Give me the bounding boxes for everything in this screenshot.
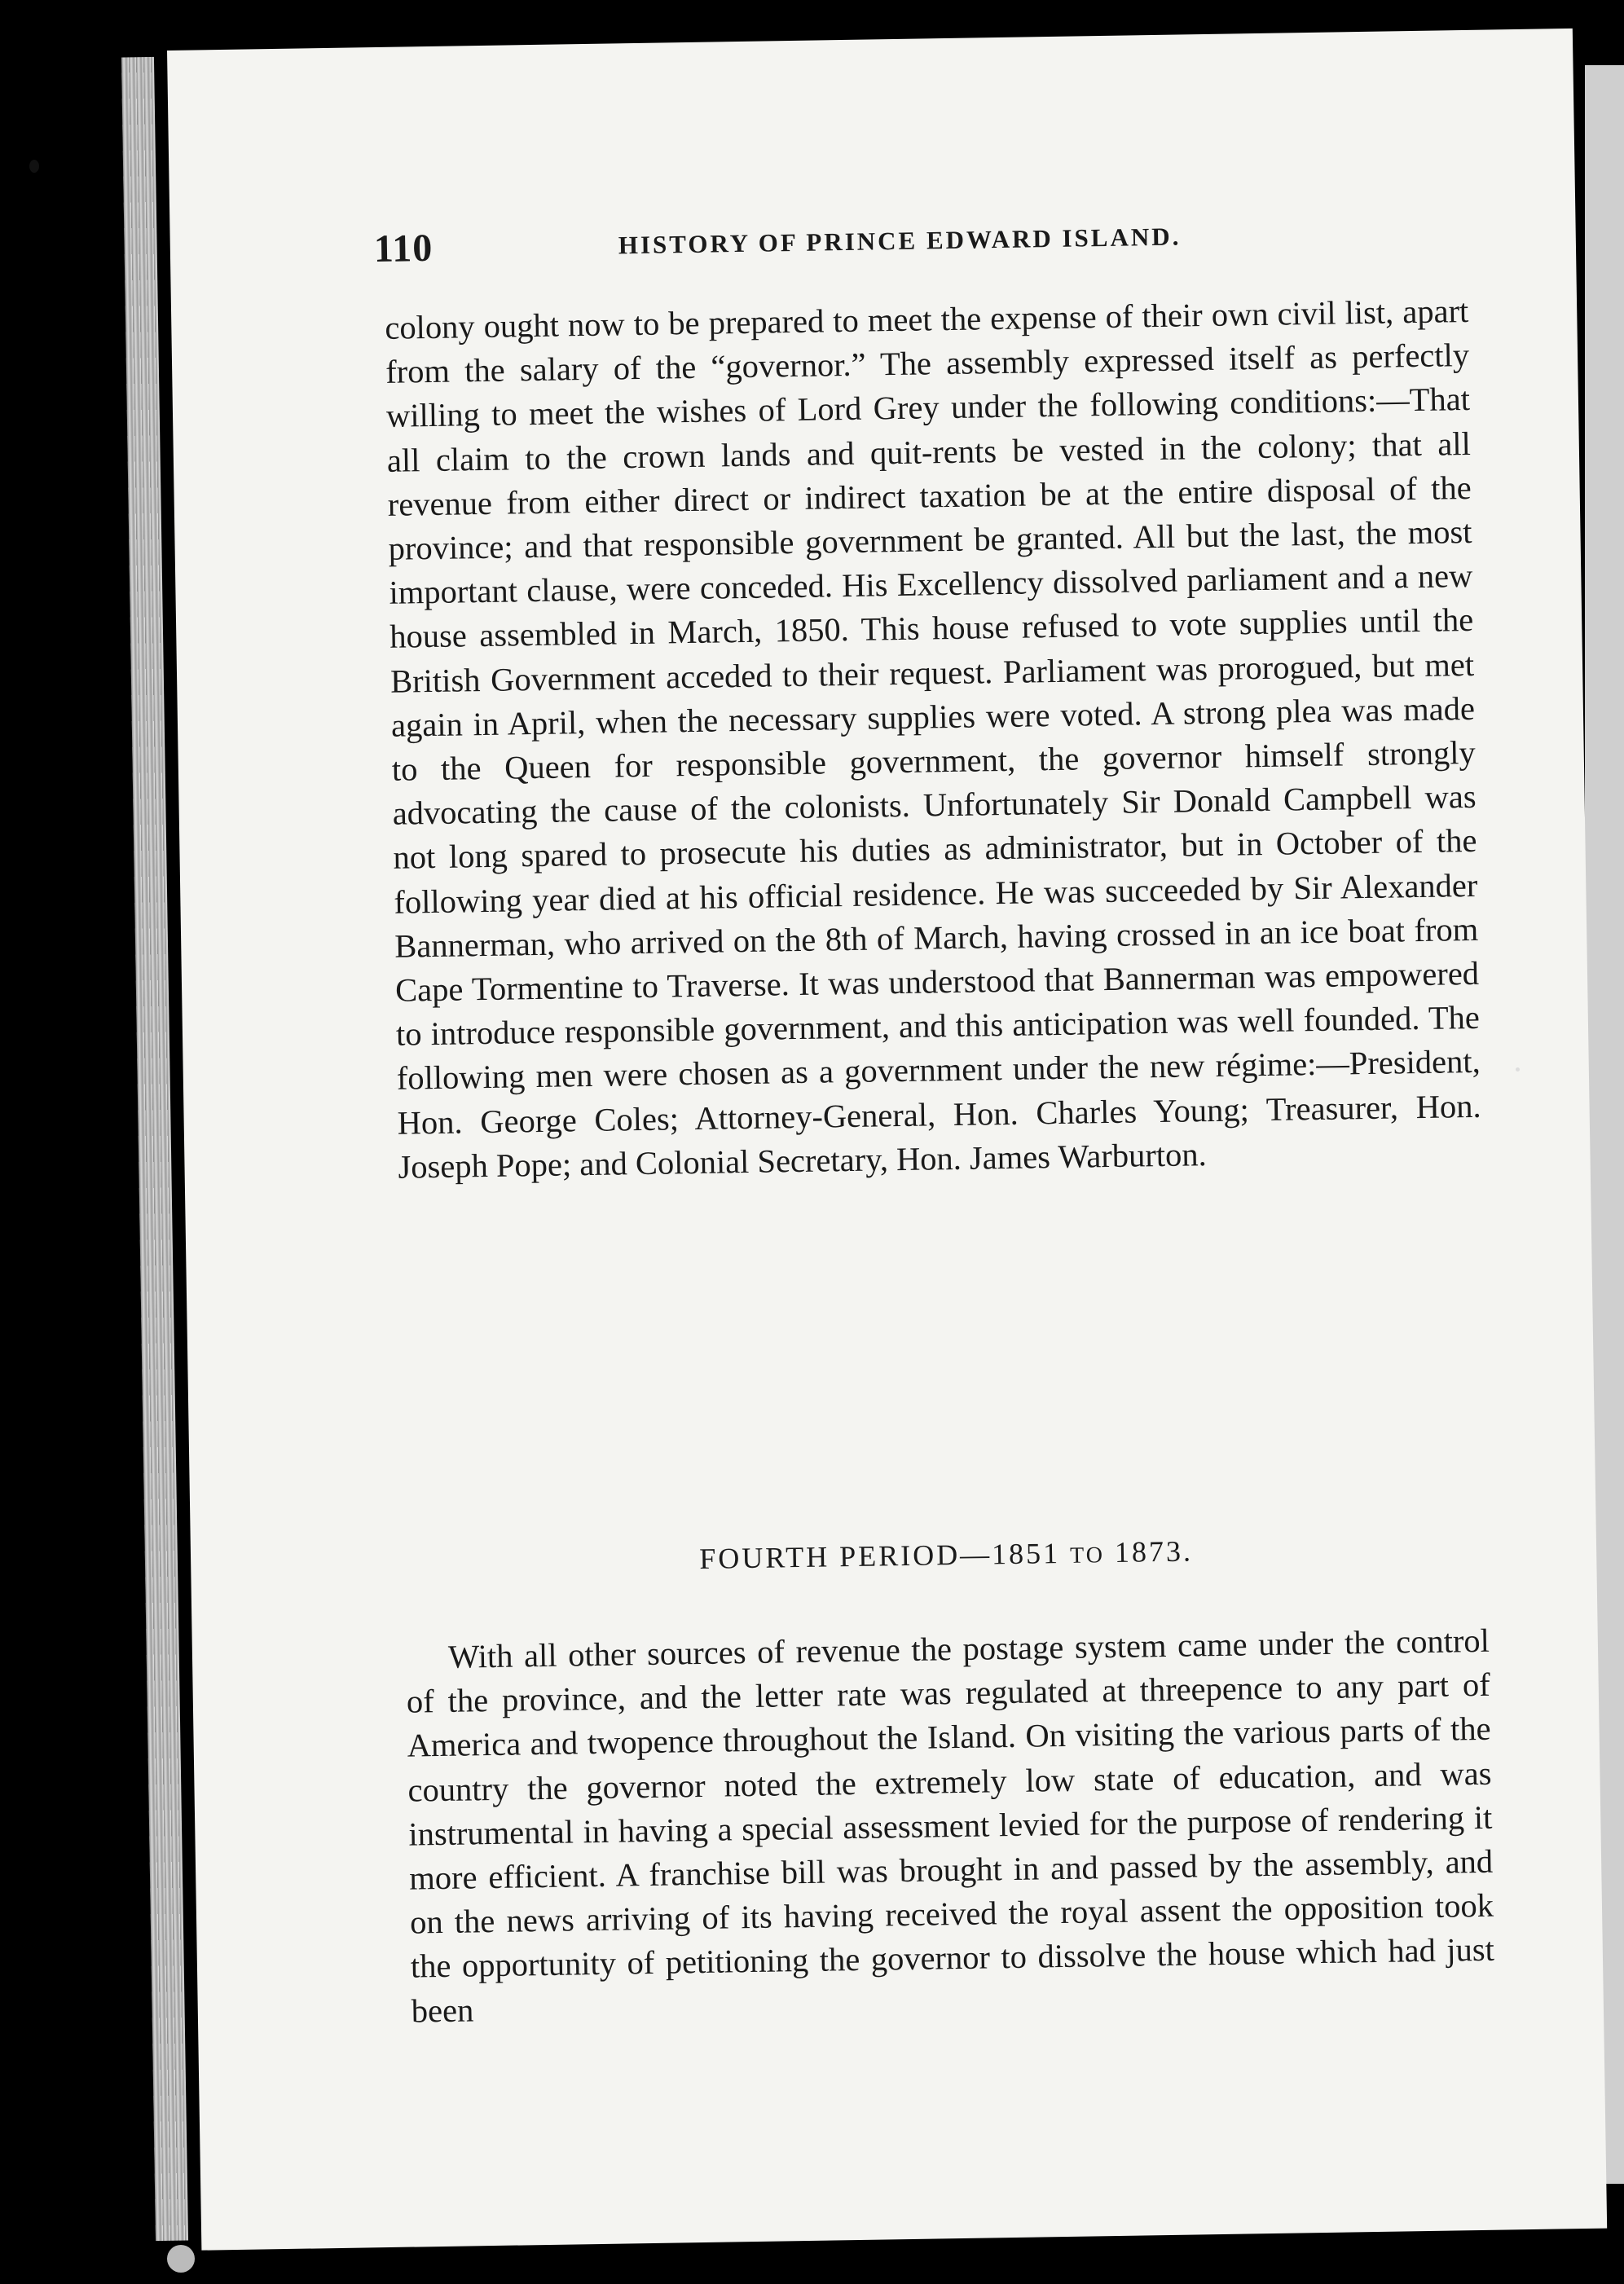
running-head: [373, 209, 1458, 275]
page-content: [167, 29, 1607, 2251]
paragraph: colony ought now to be prepared to meet the expense of their own civil list, apart from the salary of the “governor.” The assembly expressed itself as perfectly willing to meet the wishes of Lord Grey under the following conditions:—That all claim to the crown lands and quit-rents be vested in the colony; that all revenue from either direct or indirect taxation be at the entire disposal of the province; and that responsible government be granted. All but the last, the most important clause, were conceded. His Excellency dissolved parliament and a new house assembled in March, 1850. This house refused to vote supplies until the British Government acceded to their request. Parliament was prorogued, but met again in April, when the necessary supplies were voted. A strong plea was made to the Queen for responsible government, the governor himself strongly advocating the cause of the colonists. Unfortunately Sir Donald Campbell was not long spared to prosecute his duties as administrator, but in October of the following year died at his official residence. He was succeeded by Sir Alexander Bannerman, who arrived on the 8th of March, having crossed in an ice boat from Cape Tormentine to Traverse. It was understood that Bannerman was empowered to introduce responsible government, and this anticipation was well founded. The following men were chosen as a government under the new régime:—President, Hon. George Coles; Attorney-General, Hon. Charles Young; Treasurer, Hon. Joseph Pope; and Colonial Secretary, Hon. James Warburton.: [385, 292, 1481, 1186]
paragraph: With all other sources of revenue the postage system came under the control of the province, and the letter rate was regulated at threepence to any part of America and twopence throughout the Island. On visiting the various parts of the country the governor noted the extremely low state of education, and was instrumental in having a special assessment levied for the purpose of rendering it more efficient. A franchise bill was brought in and passed by the assembly, and on the news arriving of its having received the royal assent the opposition took the opportunity of petitioning the governor to dissolve the house which had just been: [406, 1622, 1495, 2030]
section-heading-main: FOURTH PERIOD—1851: [698, 1537, 1061, 1575]
section-heading: [404, 1529, 1488, 1581]
book-page: [167, 29, 1607, 2251]
page-number: 110: [373, 226, 434, 271]
speck: [1516, 1067, 1520, 1072]
section-heading-to: TO: [1069, 1542, 1106, 1569]
body-text-lower: [406, 1619, 1495, 2034]
book-title: HISTORY OF PRINCE EDWARD ISLAND.: [618, 222, 1182, 260]
body-text-upper: [385, 289, 1482, 1190]
speck: [167, 2245, 195, 2273]
section-heading-end: 1873.: [1114, 1534, 1194, 1569]
speck: [29, 160, 39, 173]
